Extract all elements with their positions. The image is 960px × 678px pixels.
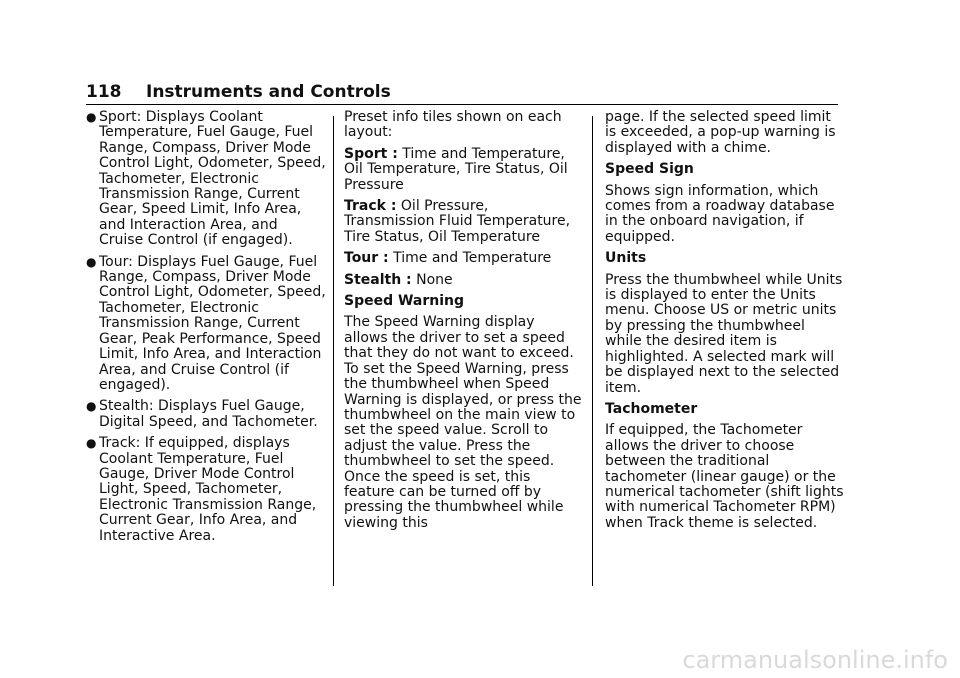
speed-warning-heading: Speed Warning xyxy=(344,293,465,310)
page-number: 118 xyxy=(86,82,122,102)
tiles-intro: Preset info tiles shown on each layout: xyxy=(344,109,562,141)
tile-entry xyxy=(344,147,582,193)
tile-key: Stealth : xyxy=(344,271,412,288)
speed-warning-continued: page. If the selected speed limit is exceeded, a pop-up warning is displayed with a chime. xyxy=(605,109,836,156)
tile-key: Tour : xyxy=(344,250,389,267)
layout-bullet-list xyxy=(86,110,326,544)
tile-entry xyxy=(344,199,582,245)
bullet-icon: ● xyxy=(86,254,97,269)
tile-value: Time and Temperature, Oil Temperature, Tire Status, Oil Pressure xyxy=(344,145,568,193)
bullet-icon: ● xyxy=(86,436,97,451)
tile-key: Track : xyxy=(344,198,397,215)
column-2 xyxy=(344,110,582,537)
column-1 xyxy=(86,110,326,550)
speed-sign-heading: Speed Sign xyxy=(605,161,694,178)
units-text: Press the thumbwheel while Units is displayed to enter the Units menu. Choose US or metric units by pressing the thumbwheel while the desired item is highlighted. A selected mark will be displayed next to the selected item. xyxy=(605,271,843,396)
list-item-text: Stealth: Displays Fuel Gauge, Digital Speed, and Tachometer. xyxy=(99,398,318,430)
list-item-text: Tour: Displays Fuel Gauge, Fuel Range, Compass, Driver Mode Control Light, Odometer, Speed, Tachometer, Electronic Transmission Range, Current Gear, Peak Performance, Speed Limit, Info Area, and Interaction Area, and Cruise Control (if engaged). xyxy=(99,253,326,393)
bullet-icon: ● xyxy=(86,399,97,414)
tile-entry xyxy=(344,251,582,266)
tachometer-text: If equipped, the Tachometer allows the driver to choose between the traditional tachometer (linear gauge) or the numerical tachometer (shift lights with numerical Tachometer RPM) when Track theme is selected. xyxy=(605,422,844,531)
column-divider xyxy=(592,116,593,586)
tachometer-heading: Tachometer xyxy=(605,400,698,417)
tile-value: Time and Temperature xyxy=(393,250,552,267)
list-item-text: Track: If equipped, displays Coolant Temperature, Fuel Gauge, Driver Mode Control Light, Speed, Tachometer, Electronic Transmission Range, Current Gear, Info Area, and Interactive Area. xyxy=(99,435,317,544)
watermark: carmanualsonline.info xyxy=(682,646,948,674)
column-divider xyxy=(333,116,334,586)
tile-value: Oil Pressure, Transmission Fluid Temperature, Tire Status, Oil Temperature xyxy=(344,198,571,245)
section-title: Instruments and Controls xyxy=(146,82,391,102)
list-item xyxy=(86,436,326,544)
list-item xyxy=(86,255,326,394)
speed-sign-text: Shows sign information, which comes from a roadway database in the onboard navigation, if equipped. xyxy=(605,182,835,245)
bullet-icon: ● xyxy=(86,110,97,124)
tile-entry xyxy=(344,273,582,288)
tile-value: None xyxy=(416,271,453,288)
page-header xyxy=(86,80,838,105)
list-item xyxy=(86,110,326,249)
tile-key: Sport : xyxy=(344,145,398,162)
column-3 xyxy=(605,110,845,537)
units-heading: Units xyxy=(605,250,647,267)
list-item xyxy=(86,399,326,430)
list-item-text: Sport: Displays Coolant Temperature, Fuel Gauge, Fuel Range, Compass, Driver Mode Control Light, Odometer, Speed, Tachometer, Electronic Transmission Range, Current Gear, Speed Limit, Info Area, and Interaction Area, and Cruise Control (if engaged). xyxy=(99,109,326,249)
speed-warning-text: The Speed Warning display allows the driver to set a speed that they do not want to exceed. To set the Speed Warning, press the thumbwheel when Speed Warning is displayed, or press the thumbwheel on the main view to set the speed value. Scroll to adjust the value. Press the thumbwheel to set the speed. Once the speed is set, this feature can be turned off by pressing the thumbwheel while viewing this xyxy=(344,314,582,531)
